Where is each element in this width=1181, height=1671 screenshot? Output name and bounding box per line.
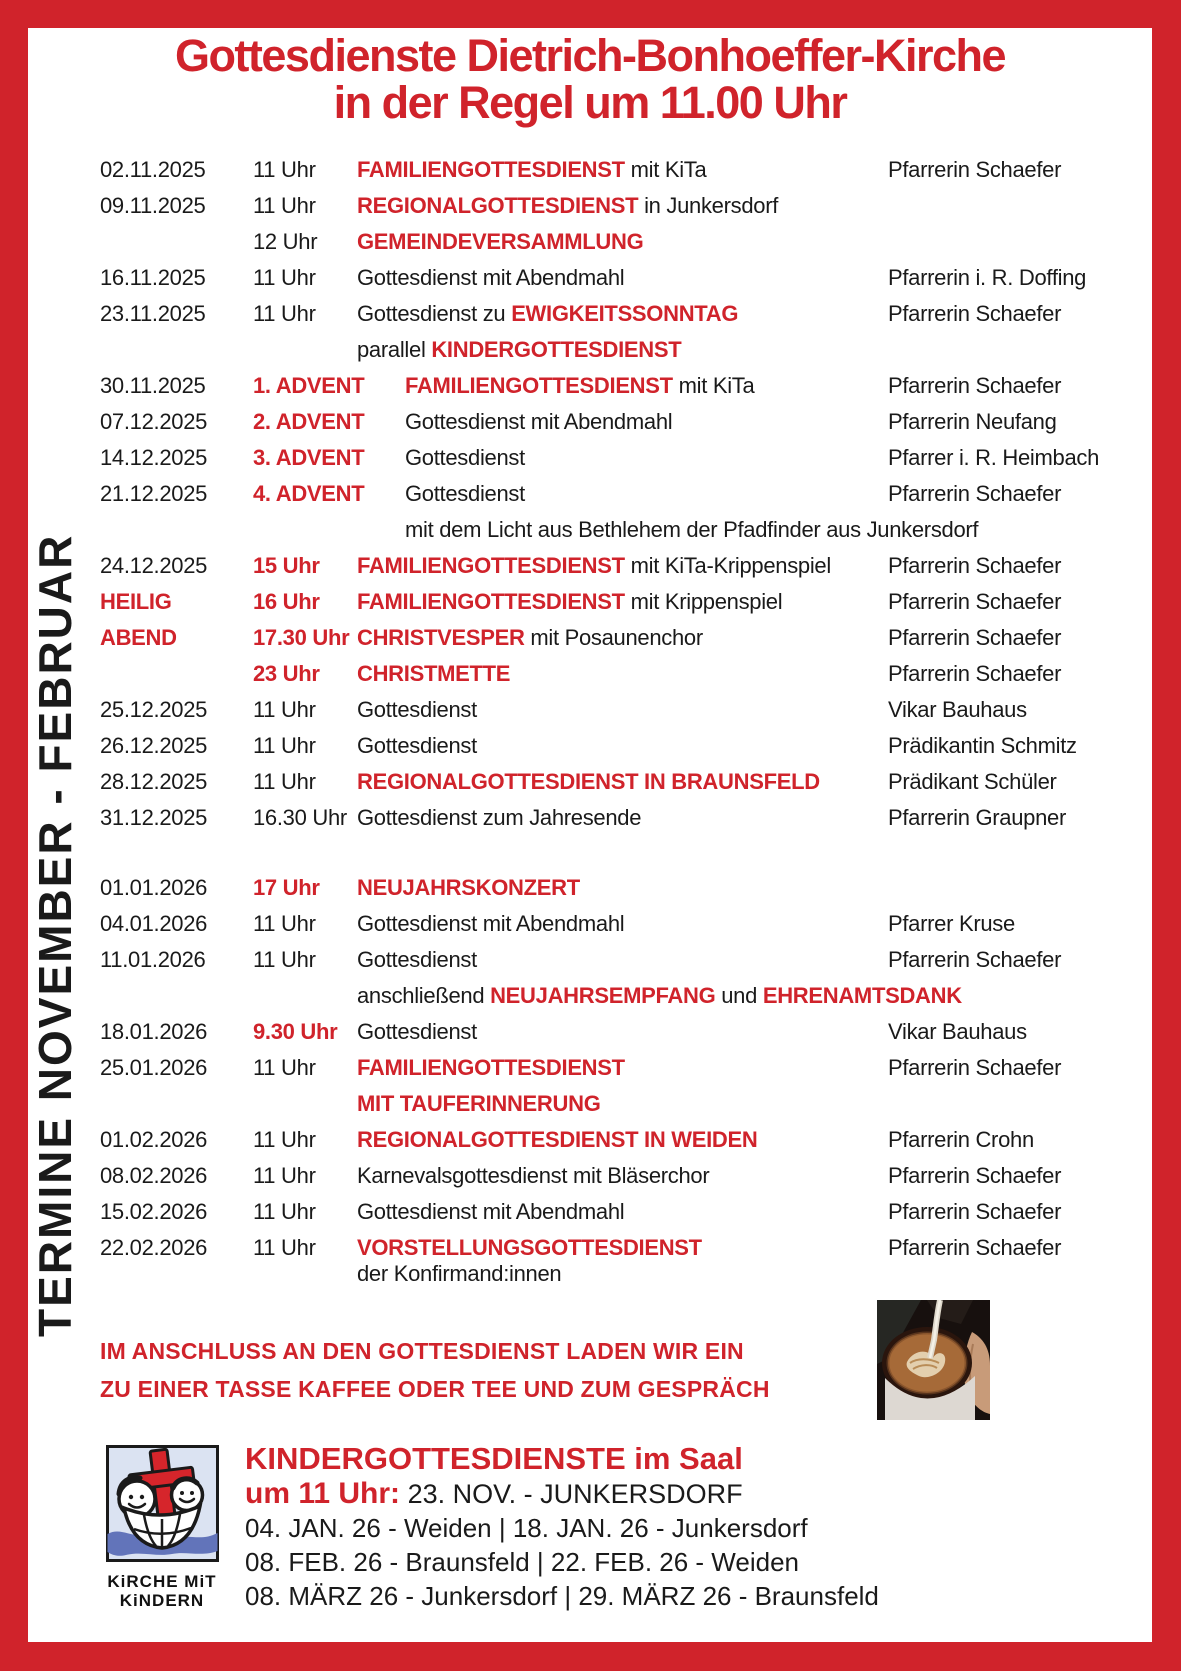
row-description <box>405 476 888 512</box>
row-time: 11 Uhr <box>253 1163 316 1188</box>
row-time: 11 Uhr <box>253 947 316 972</box>
row-description <box>357 1122 888 1158</box>
row-date: 22.02.2026 <box>100 1235 208 1260</box>
table-row <box>100 188 1110 224</box>
row-description <box>357 584 888 620</box>
service-detail: Gottesdienst <box>357 733 477 758</box>
service-subtitle: der Konfirmand:innen <box>357 1261 562 1286</box>
logo-caption-line1: KiRCHE MiT <box>107 1572 217 1591</box>
row-time: 1. ADVENT <box>253 373 365 398</box>
row-time: 11 Uhr <box>253 911 316 936</box>
table-row <box>100 692 1110 728</box>
row-description <box>357 800 888 836</box>
table-row <box>100 1014 1110 1050</box>
row-time: 11 Uhr <box>253 301 316 326</box>
invite-line1: IM ANSCHLUSS AN DEN GOTTESDIENST LADEN WIR EIN <box>100 1338 744 1364</box>
table-row <box>100 152 1110 188</box>
row-date: 09.11.2025 <box>100 193 206 218</box>
table-row <box>100 764 1110 800</box>
table-row <box>100 978 1110 1014</box>
row-date: ABEND <box>100 625 177 650</box>
table-row <box>100 1194 1110 1230</box>
service-name: KINDERGOTTESDIENST <box>431 337 682 362</box>
service-detail: mit KiTa-Krippenspiel <box>630 553 831 578</box>
table-row <box>100 260 1110 296</box>
row-pastor: Pfarrerin Schaefer <box>888 625 1062 650</box>
row-pastor: Prädikant Schüler <box>888 769 1057 794</box>
service-detail: Karnevalsgottesdienst mit Bläserchor <box>357 1163 710 1188</box>
row-time: 11 Uhr <box>253 1199 316 1224</box>
row-description <box>357 870 888 906</box>
row-description <box>405 404 888 440</box>
table-row <box>100 368 1110 404</box>
service-detail: Gottesdienst <box>357 947 477 972</box>
row-time: 17.30 Uhr <box>253 625 350 650</box>
row-pastor: Pfarrerin Schaefer <box>888 373 1062 398</box>
row-date: 26.12.2025 <box>100 733 208 758</box>
service-name: NEUJAHRSKONZERT <box>357 875 580 900</box>
row-time: 23 Uhr <box>253 661 320 686</box>
row-description <box>405 512 978 548</box>
table-row <box>100 620 1110 656</box>
service-name: NEUJAHRSEMPFANG <box>490 983 716 1008</box>
row-date: 23.11.2025 <box>100 301 206 326</box>
row-pastor: Pfarrer i. R. Heimbach <box>888 445 1100 470</box>
service-detail: in Junkersdorf <box>644 193 779 218</box>
row-date: 25.12.2025 <box>100 697 208 722</box>
row-time: 12 Uhr <box>253 229 318 254</box>
page-title-line2: in der Regel um 11.00 Uhr <box>333 77 847 129</box>
kirche-mit-kindern-logo <box>102 1445 222 1610</box>
flyer-content-area <box>28 28 1152 1642</box>
service-detail: Gottesdienst zu <box>357 301 512 326</box>
service-name: FAMILIENGOTTESDIENST <box>357 157 631 182</box>
logo-caption <box>102 1572 222 1610</box>
table-row <box>100 332 1110 368</box>
table-row <box>100 1122 1110 1158</box>
row-date: 31.12.2025 <box>100 805 208 830</box>
table-row <box>100 1230 1110 1287</box>
row-time: 11 Uhr <box>253 1127 316 1152</box>
row-time: 15 Uhr <box>253 553 320 578</box>
table-row <box>100 942 1110 978</box>
kindergottesdienste-time: um 11 Uhr: <box>245 1477 401 1510</box>
row-date: 18.01.2026 <box>100 1019 208 1044</box>
row-date: 08.02.2026 <box>100 1163 208 1188</box>
row-description <box>357 1230 888 1287</box>
row-description <box>357 728 888 764</box>
kindergottesdienste-date-line: 04. JAN. 26 - Weiden | 18. JAN. 26 - Junkersdorf <box>245 1513 808 1543</box>
kindergottesdienste-section <box>245 1440 879 1613</box>
table-row <box>100 584 1110 620</box>
table-row <box>100 404 1110 440</box>
row-date: 21.12.2025 <box>100 481 208 506</box>
row-description <box>357 1086 888 1122</box>
row-date: 01.01.2026 <box>100 875 208 900</box>
service-detail: Gottesdienst <box>357 1019 477 1044</box>
row-pastor: Pfarrerin Schaefer <box>888 589 1062 614</box>
table-row <box>100 870 1110 906</box>
service-detail: Gottesdienst <box>405 481 525 506</box>
service-name: FAMILIENGOTTESDIENST <box>357 553 631 578</box>
row-description <box>357 1194 888 1230</box>
row-pastor: Pfarrerin Schaefer <box>888 1055 1062 1080</box>
service-name: FAMILIENGOTTESDIENST <box>357 589 631 614</box>
service-detail: Gottesdienst mit Abendmahl <box>357 1199 625 1224</box>
row-time: 11 Uhr <box>253 193 316 218</box>
service-detail: Gottesdienst <box>357 697 477 722</box>
service-detail: Gottesdienst <box>405 445 525 470</box>
table-row <box>100 512 1110 548</box>
row-time: 4. ADVENT <box>253 481 365 506</box>
row-description <box>357 620 888 656</box>
kindergottesdienste-date-line: 08. MÄRZ 26 - Junkersdorf | 29. MÄRZ 26 - Braunsfeld <box>245 1581 879 1611</box>
row-date: 30.11.2025 <box>100 373 206 398</box>
table-row <box>100 1050 1110 1086</box>
table-row <box>100 656 1110 692</box>
service-schedule-table <box>100 152 1110 1287</box>
page-title-line1: Gottesdienste Dietrich-Bonhoeffer-Kirche <box>174 30 1006 81</box>
row-date: HEILIG <box>100 589 172 614</box>
row-date: 07.12.2025 <box>100 409 208 434</box>
row-time: 3. ADVENT <box>253 445 365 470</box>
row-description <box>357 188 888 224</box>
row-pastor: Pfarrerin Schaefer <box>888 301 1062 326</box>
row-time: 11 Uhr <box>253 1235 316 1260</box>
service-detail: mit KiTa <box>630 157 707 182</box>
row-description <box>357 332 888 368</box>
row-date: 24.12.2025 <box>100 553 208 578</box>
service-name: EHRENAMTSDANK <box>762 983 962 1008</box>
row-date: 28.12.2025 <box>100 769 208 794</box>
row-description <box>357 692 888 728</box>
row-description <box>357 656 888 692</box>
table-row <box>100 1158 1110 1194</box>
service-detail: mit Krippenspiel <box>630 589 783 614</box>
coffee-photo <box>877 1300 990 1420</box>
table-row <box>100 906 1110 942</box>
row-date: 25.01.2026 <box>100 1055 208 1080</box>
service-name: REGIONALGOTTESDIENST IN BRAUNSFELD <box>357 769 820 794</box>
row-time: 16.30 Uhr <box>253 805 347 830</box>
row-pastor: Vikar Bauhaus <box>888 1019 1027 1044</box>
service-detail: parallel <box>357 337 432 362</box>
row-description <box>357 764 888 800</box>
table-row <box>100 728 1110 764</box>
kindergottesdienste-first-entry: 23. NOV. - JUNKERSDORF <box>407 1479 743 1509</box>
table-row <box>100 476 1110 512</box>
service-name: GEMEINDEVERSAMMLUNG <box>357 229 644 254</box>
row-date: 16.11.2025 <box>100 265 206 290</box>
row-time: 17 Uhr <box>253 875 320 900</box>
kindergottesdienste-heading: KINDERGOTTESDIENSTE im Saal <box>245 1441 743 1476</box>
row-description <box>405 440 888 476</box>
row-description <box>357 906 888 942</box>
page-title <box>28 32 1152 127</box>
service-name: FAMILIENGOTTESDIENST <box>357 1055 625 1080</box>
service-detail: mit Posaunenchor <box>530 625 703 650</box>
service-detail: anschließend <box>357 983 491 1008</box>
row-description <box>357 1014 888 1050</box>
schedule-spacer <box>100 836 1110 870</box>
kindergottesdienste-dates <box>245 1511 879 1613</box>
service-detail: mit dem Licht aus Bethlehem der Pfadfinder aus Junkersdorf <box>405 517 979 542</box>
row-pastor: Pfarrerin Schaefer <box>888 1199 1062 1224</box>
row-pastor: Pfarrerin Schaefer <box>888 661 1062 686</box>
row-time: 11 Uhr <box>253 265 316 290</box>
service-detail: Gottesdienst mit Abendmahl <box>405 409 673 434</box>
service-name: EWIGKEITSSONNTAG <box>511 301 739 326</box>
row-pastor: Pfarrerin i. R. Doffing <box>888 265 1087 290</box>
vertical-banner: TERMINE NOVEMBER - FEBRUAR <box>29 533 81 1337</box>
service-detail: und <box>715 983 763 1008</box>
table-row <box>100 800 1110 836</box>
row-date: 02.11.2025 <box>100 157 206 182</box>
row-description <box>405 368 888 404</box>
service-name: CHRISTVESPER <box>357 625 531 650</box>
service-detail: mit KiTa <box>678 373 755 398</box>
row-date: 04.01.2026 <box>100 911 208 936</box>
logo-caption-line2: KiNDERN <box>119 1591 205 1610</box>
table-row <box>100 224 1110 260</box>
row-pastor: Prädikantin Schmitz <box>888 733 1077 758</box>
row-date: 14.12.2025 <box>100 445 208 470</box>
service-detail: Gottesdienst mit Abendmahl <box>357 911 625 936</box>
row-pastor: Pfarrerin Schaefer <box>888 1235 1062 1260</box>
table-row <box>100 548 1110 584</box>
row-pastor: Vikar Bauhaus <box>888 697 1027 722</box>
row-description <box>357 978 962 1014</box>
row-pastor: Pfarrerin Schaefer <box>888 481 1062 506</box>
service-name: REGIONALGOTTESDIENST IN WEIDEN <box>357 1127 758 1152</box>
row-pastor: Pfarrerin Schaefer <box>888 1163 1062 1188</box>
row-pastor: Pfarrerin Neufang <box>888 409 1057 434</box>
row-time: 2. ADVENT <box>253 409 365 434</box>
row-date: 01.02.2026 <box>100 1127 208 1152</box>
row-pastor: Pfarrer Kruse <box>888 911 1015 936</box>
table-row <box>100 296 1110 332</box>
row-description <box>357 548 888 584</box>
row-time: 11 Uhr <box>253 1055 316 1080</box>
row-description <box>357 296 888 332</box>
service-name: MIT TAUFERINNERUNG <box>357 1091 601 1116</box>
row-pastor: Pfarrerin Crohn <box>888 1127 1034 1152</box>
invite-text <box>100 1338 770 1414</box>
row-pastor: Pfarrerin Graupner <box>888 805 1067 830</box>
row-pastor: Pfarrerin Schaefer <box>888 553 1062 578</box>
row-description <box>357 1050 888 1086</box>
row-pastor: Pfarrerin Schaefer <box>888 947 1062 972</box>
row-date: 11.01.2026 <box>100 947 206 972</box>
row-time: 11 Uhr <box>253 769 316 794</box>
kirche-mit-kindern-icon <box>106 1445 219 1562</box>
row-time: 11 Uhr <box>253 733 316 758</box>
table-row <box>100 1086 1110 1122</box>
row-description <box>357 152 888 188</box>
row-time: 11 Uhr <box>253 157 316 182</box>
row-date: 15.02.2026 <box>100 1199 208 1224</box>
kindergottesdienste-first-line <box>245 1477 879 1511</box>
row-time: 11 Uhr <box>253 697 316 722</box>
table-row <box>100 440 1110 476</box>
row-pastor: Pfarrerin Schaefer <box>888 157 1062 182</box>
row-description <box>357 260 888 296</box>
service-detail: Gottesdienst mit Abendmahl <box>357 265 625 290</box>
kindergottesdienste-date-line: 08. FEB. 26 - Braunsfeld | 22. FEB. 26 - Weiden <box>245 1547 799 1577</box>
invite-line2: ZU EINER TASSE KAFFEE ODER TEE UND ZUM GESPRÄCH <box>100 1376 770 1402</box>
row-description <box>357 942 888 978</box>
service-name: CHRISTMETTE <box>357 661 511 686</box>
row-time: 16 Uhr <box>253 589 320 614</box>
service-name: VORSTELLUNGSGOTTESDIENST <box>357 1235 702 1260</box>
row-time: 9.30 Uhr <box>253 1019 338 1044</box>
service-name: REGIONALGOTTESDIENST <box>357 193 645 218</box>
service-name: FAMILIENGOTTESDIENST <box>405 373 679 398</box>
service-detail: Gottesdienst zum Jahresende <box>357 805 642 830</box>
row-description <box>357 224 888 260</box>
row-description <box>357 1158 888 1194</box>
